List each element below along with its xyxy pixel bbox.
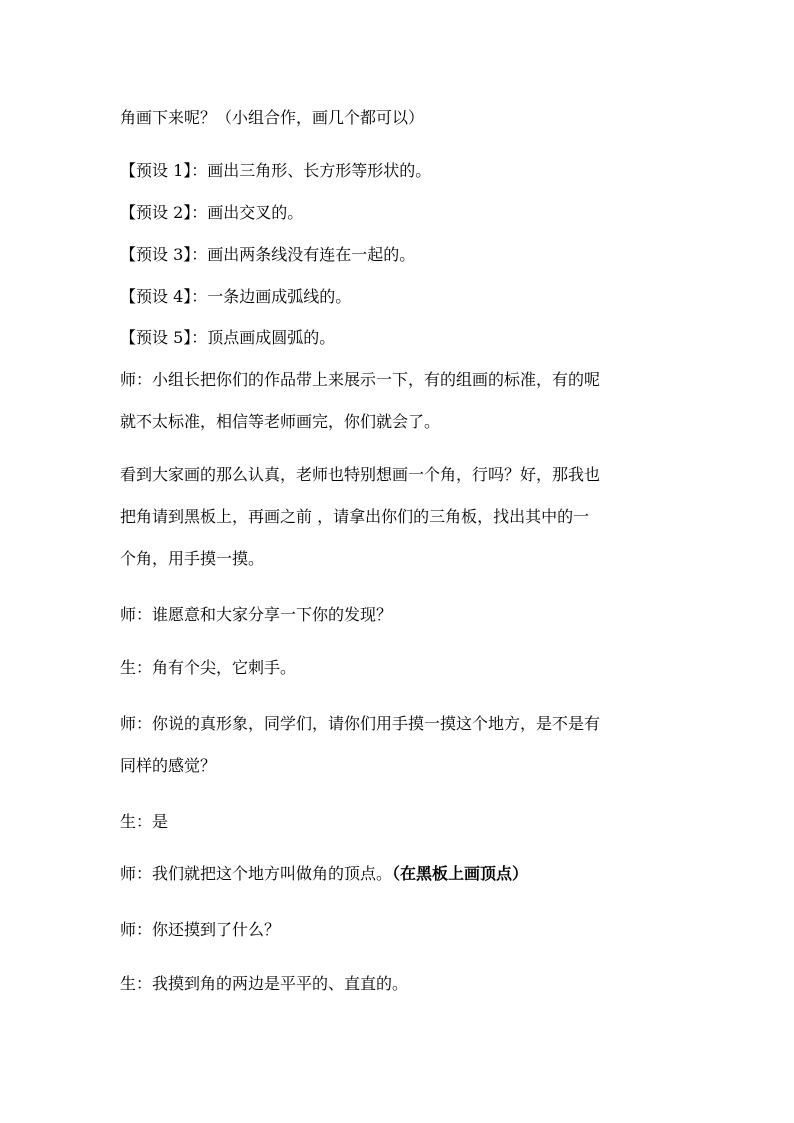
text-line: 【预设 1】：画出三角形、长方形等形状的。 [120,161,432,180]
text-line: 【预设 4】：一条边画成弧线的。 [120,287,352,306]
text-line: 把角请到黑板上，再画之前 ，请拿出你们的三角板，找出其中的一 [120,507,590,526]
text-segment: 师：我们就把这个地方叫做角的顶点。 [120,864,393,883]
text-line: 个角，用手摸一摸。 [120,549,265,568]
text-line: 生：角有个尖，它刺手。 [120,658,297,677]
text-line: 【预设 2】：画出交叉的。 [120,203,304,222]
text-line: 角画下来呢？（小组合作，画几个都可以） [120,108,425,127]
text-line: 同样的感觉？ [120,756,217,775]
text-line: 就不太标准，相信等老师画完，你们就会了。 [120,412,441,431]
text-line: 【预设 5】：顶点画成圆弧的。 [120,328,336,347]
text-line-with-stage-direction [120,864,700,884]
text-line: 师：小组长把你们的作品带上来展示一下，有的组画的标准，有的呢 [120,370,601,389]
text-line: 师：你说的真形象，同学们，请你们用手摸一摸这个地方，是不是有 [120,714,601,733]
text-line: 师：谁愿意和大家分享一下你的发现？ [120,605,393,624]
text-line: 生：我摸到角的两边是平平的、直直的。 [120,974,409,993]
text-line: 师：你还摸到了什么？ [120,920,281,939]
text-line: 看到大家画的那么认真，老师也特别想画一个角，行吗？好，那我也 [120,465,601,484]
text-line: 生：是 [120,812,169,831]
text-line: 【预设 3】：画出两条线没有连在一起的。 [120,245,416,264]
stage-direction: （在黑板上画顶点） [392,864,529,883]
